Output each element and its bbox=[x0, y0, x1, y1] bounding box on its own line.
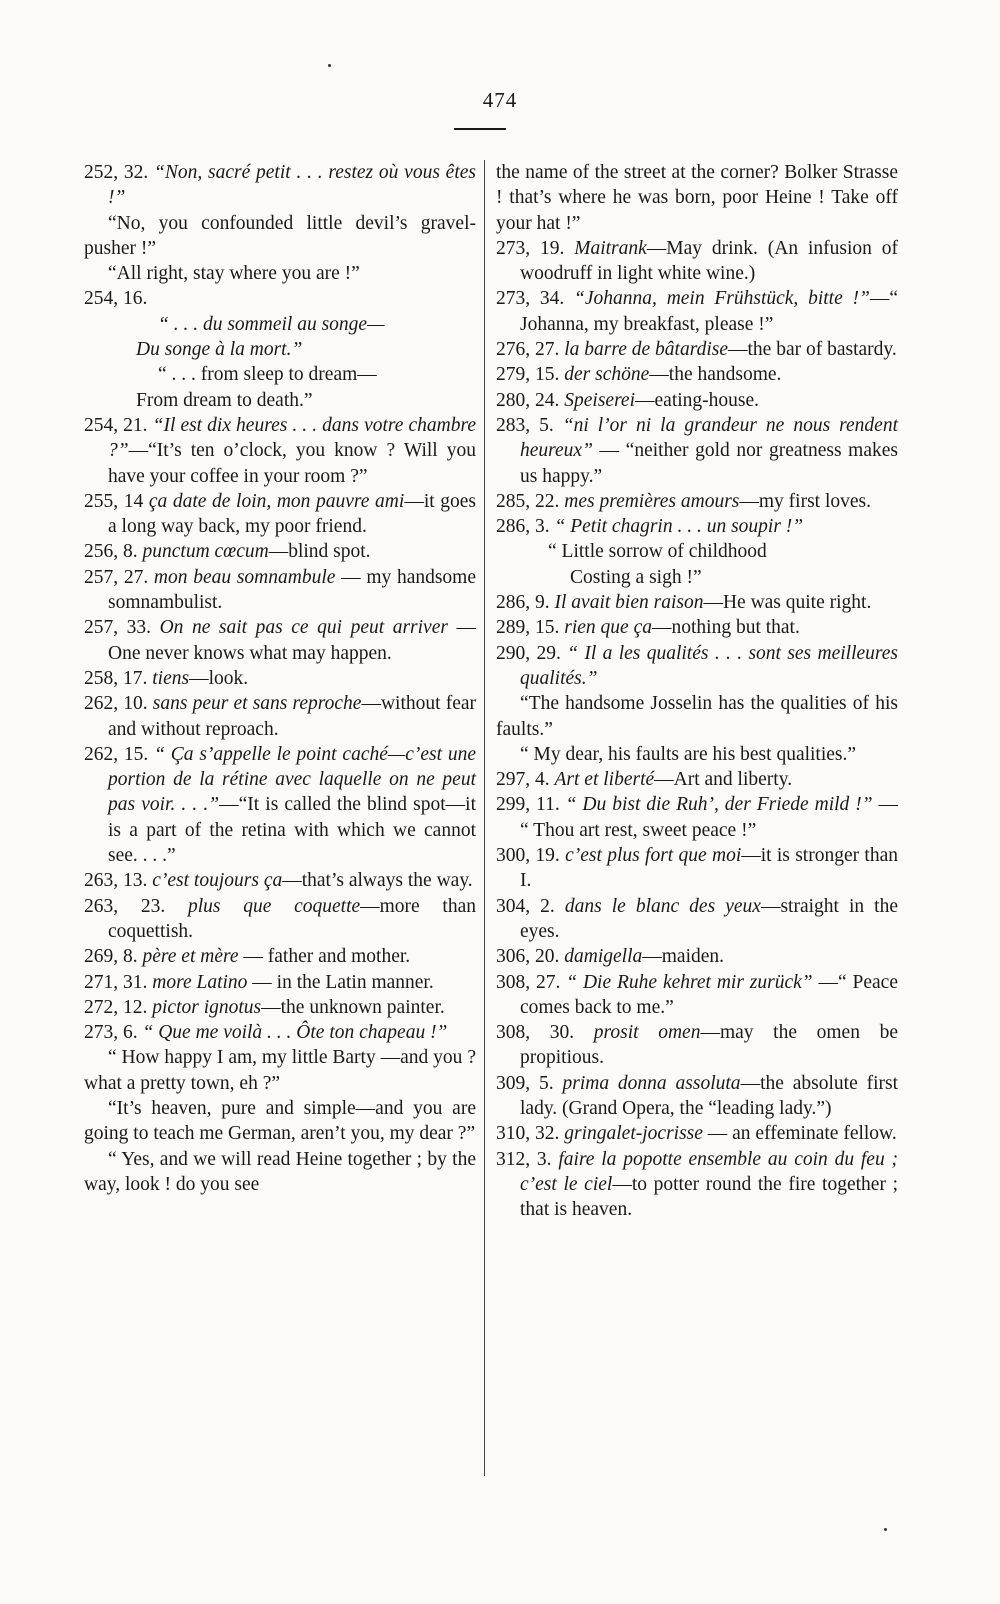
entry-reference: 297, 4. bbox=[496, 769, 555, 791]
entry-reference: 306, 20. bbox=[496, 946, 565, 968]
entry-reference: 252, 32. bbox=[84, 162, 155, 183]
entry-reference: 273, 6. bbox=[84, 1022, 143, 1044]
entry-translation: —the absolute first lady. (Grand Opera, the “leading lady.”) bbox=[520, 1072, 899, 1119]
entry-translation: — in the Latin manner. bbox=[247, 971, 434, 993]
glossary-entry bbox=[496, 1147, 898, 1223]
entry-translation: —May drink. (An infusion of woodruff in light white wine.) bbox=[520, 237, 898, 285]
entry-translation: “It’s heaven, pure and simple—and you are going to teach me German, aren’t you, my dear ?” bbox=[84, 1097, 476, 1145]
entry-reference: 257, 33. bbox=[84, 617, 160, 639]
entry-source-phrase: c’est plus fort que moi bbox=[565, 845, 742, 867]
glossary-entry bbox=[496, 894, 898, 945]
entry-translation: —nothing but that. bbox=[651, 617, 800, 639]
glossary-entry bbox=[496, 641, 898, 692]
entry-reference: 271, 31. bbox=[84, 971, 153, 993]
entry-source-phrase: On ne sait pas ce qui peut arriver bbox=[159, 617, 448, 639]
entry-translation: —it is stronger than I. bbox=[520, 845, 898, 892]
glossary-entry bbox=[496, 742, 898, 767]
entry-translation: —without fear and without reproach. bbox=[108, 693, 476, 740]
entry-reference: 310, 32. bbox=[496, 1123, 565, 1145]
entry-source-phrase: gringalet-jocrisse bbox=[564, 1123, 703, 1145]
entry-source-phrase: rien que ça bbox=[564, 617, 652, 639]
entry-source-phrase: Il avait bien raison bbox=[554, 592, 704, 614]
glossary-entry bbox=[84, 1045, 476, 1096]
entry-source-phrase: prima donna assoluta bbox=[562, 1072, 741, 1094]
entry-source-phrase: damigella bbox=[564, 946, 643, 968]
entry-translation: — my handsome somnambulist. bbox=[108, 566, 477, 614]
glossary-entry bbox=[84, 261, 476, 286]
glossary-entry bbox=[84, 970, 476, 995]
entry-source-phrase: Speiserei bbox=[564, 389, 636, 411]
entry-source-phrase: “ Ça s’appelle le point caché—c’est une portion de la rétine avec laquelle on ne peut pas voir. . . .” bbox=[108, 743, 476, 816]
glossary-entry bbox=[84, 312, 476, 337]
entry-source-phrase: la barre de bâtardise bbox=[564, 339, 729, 361]
glossary-entry bbox=[84, 565, 476, 616]
glossary-entry bbox=[84, 337, 476, 362]
entry-source-phrase: “ . . . du sommeil au songe— bbox=[158, 313, 385, 335]
entry-source-phrase: “Non, sacré petit . . . restez où vous êtes !” bbox=[108, 162, 476, 209]
entry-translation: —that’s always the way. bbox=[282, 870, 473, 892]
entry-source-phrase: “ Que me voilà . . . Ôte ton chapeau !” bbox=[142, 1022, 448, 1044]
entry-source-phrase: “ Du bist die Ruh’, der Friede mild !” bbox=[565, 794, 873, 816]
glossary-entry bbox=[496, 565, 898, 590]
glossary-entry bbox=[496, 1020, 898, 1071]
glossary-entry bbox=[84, 160, 476, 211]
entry-reference: 283, 5. bbox=[496, 414, 563, 436]
glossary-entry bbox=[496, 160, 898, 236]
glossary-entry bbox=[496, 337, 898, 362]
glossary-entry bbox=[84, 286, 476, 311]
glossary-entry bbox=[496, 615, 898, 640]
entry-source-phrase: more Latino bbox=[152, 971, 248, 993]
entry-reference: 290, 29. bbox=[496, 642, 568, 664]
glossary-entry bbox=[84, 489, 476, 540]
entry-reference: 269, 8. bbox=[84, 946, 143, 968]
glossary-entry bbox=[84, 615, 476, 666]
entry-translation: —“It is called the blind spot—it is a part of the retina with which we cannot see. . . .” bbox=[108, 794, 477, 867]
entry-translation: “ Yes, and we will read Heine together ; by the way, look ! do you see bbox=[84, 1148, 476, 1195]
entry-reference: 279, 15. bbox=[496, 364, 565, 386]
entry-reference: 312, 3. bbox=[496, 1148, 559, 1170]
entry-reference: 255, 14 bbox=[84, 490, 149, 512]
entry-source-phrase: plus que coquette bbox=[187, 895, 361, 917]
entry-translation: —look. bbox=[189, 667, 249, 689]
glossary-entry bbox=[84, 362, 476, 387]
glossary-entry bbox=[84, 666, 476, 691]
entry-source-phrase: faire la popotte ensemble au coin du feu ; c’est le ciel bbox=[520, 1148, 898, 1195]
column-divider bbox=[484, 160, 485, 1476]
entry-translation: —He was quite right. bbox=[703, 592, 872, 614]
entry-reference: 258, 17. bbox=[84, 667, 153, 689]
entry-translation: —more than coquettish. bbox=[108, 895, 477, 942]
glossary-entry bbox=[496, 539, 898, 564]
glossary-entry bbox=[84, 1147, 476, 1198]
glossary-entry bbox=[496, 514, 898, 539]
entry-translation: — “neither gold nor greatness makes us happy.” bbox=[520, 440, 898, 487]
entry-reference: 263, 23. bbox=[84, 895, 188, 917]
glossary-entry bbox=[496, 944, 898, 969]
glossary-column-right bbox=[496, 160, 898, 1222]
entry-translation: —the unknown painter. bbox=[261, 996, 445, 1018]
glossary-entry bbox=[496, 590, 898, 615]
entry-reference: 289, 15. bbox=[496, 617, 565, 639]
glossary-entry bbox=[84, 691, 476, 742]
entry-source-phrase: “Il est dix heures . . . dans votre chambre ?” bbox=[108, 414, 476, 462]
entry-translation: —may the omen be propitious. bbox=[520, 1022, 898, 1069]
entry-reference: 263, 13. bbox=[84, 870, 153, 892]
entry-source-phrase: “ni l’or ni la grandeur ne nous rendent heureux” bbox=[520, 414, 898, 462]
entry-reference: 257, 27. bbox=[84, 566, 154, 588]
entry-translation: — “ Thou art rest, sweet peace !” bbox=[520, 794, 899, 841]
entry-translation: “ . . . from sleep to dream— bbox=[158, 364, 377, 386]
entry-translation: —Art and liberty. bbox=[654, 769, 793, 791]
glossary-entry bbox=[84, 995, 476, 1020]
entry-reference: 286, 9. bbox=[496, 592, 555, 614]
entry-translation: —“It’s ten o’clock, you know ? Will you have your coffee in your room ?” bbox=[108, 440, 476, 487]
entry-source-phrase: prosit omen bbox=[593, 1022, 701, 1044]
glossary-entry bbox=[496, 413, 898, 489]
glossary-entry bbox=[496, 1121, 898, 1146]
entry-source-phrase: der schöne bbox=[564, 364, 650, 386]
entry-reference: 300, 19. bbox=[496, 845, 566, 867]
entry-source-phrase: “Johanna, mein Frühstück, bitte !” bbox=[574, 288, 870, 310]
glossary-entry bbox=[496, 792, 898, 843]
entry-translation: —to potter round the fire together ; that is heaven. bbox=[520, 1173, 898, 1221]
glossary-entry bbox=[496, 1071, 898, 1122]
entry-source-phrase: Art et liberté bbox=[554, 769, 655, 791]
entry-source-phrase: dans le blanc des yeux bbox=[564, 895, 761, 917]
entry-reference: 304, 2. bbox=[496, 895, 565, 917]
entry-translation: — One never knows what may happen. bbox=[108, 617, 477, 664]
glossary-entry bbox=[84, 413, 476, 489]
glossary-entry bbox=[496, 489, 898, 514]
entry-translation: —the bar of bastardy. bbox=[728, 339, 897, 361]
entry-translation: —“ Peace comes back to me.” bbox=[520, 971, 898, 1018]
glossary-entry bbox=[84, 539, 476, 564]
entry-translation: “All right, stay where you are !” bbox=[108, 263, 360, 285]
glossary-entry bbox=[496, 362, 898, 387]
entry-translation: “The handsome Josselin has the qualities of his faults.” bbox=[496, 693, 898, 740]
entry-translation: —straight in the eyes. bbox=[520, 895, 898, 942]
entry-source-phrase: père et mère bbox=[142, 946, 239, 968]
glossary-entry bbox=[496, 767, 898, 792]
entry-reference: 262, 10. bbox=[84, 693, 153, 715]
entry-translation: —eating-house. bbox=[635, 389, 760, 411]
glossary-column-left bbox=[84, 160, 476, 1197]
glossary-entry bbox=[496, 236, 898, 287]
entry-reference: 276, 27. bbox=[496, 339, 565, 361]
entry-reference: 308, 30. bbox=[496, 1022, 594, 1044]
entry-source-phrase: sans peur et sans reproche bbox=[152, 693, 362, 715]
entry-translation: —“ Johanna, my breakfast, please !” bbox=[520, 288, 899, 335]
entry-reference: 309, 5. bbox=[496, 1072, 563, 1094]
entry-reference: 273, 34. bbox=[496, 288, 575, 310]
entry-translation: — father and mother. bbox=[238, 946, 411, 968]
entry-translation: —the handsome. bbox=[649, 364, 782, 386]
entry-source-phrase: Maitrank bbox=[574, 237, 647, 259]
glossary-entry bbox=[84, 868, 476, 893]
entry-translation: —my first loves. bbox=[739, 490, 871, 512]
stray-mark bbox=[328, 64, 331, 67]
header-rule bbox=[454, 128, 506, 130]
glossary-entry bbox=[496, 843, 898, 894]
glossary-entry bbox=[496, 286, 898, 337]
entry-translation: —blind spot. bbox=[268, 541, 371, 563]
glossary-entry bbox=[496, 970, 898, 1021]
entry-translation: Costing a sigh !” bbox=[570, 566, 702, 588]
entry-translation: From dream to death.” bbox=[136, 389, 313, 411]
glossary-entry bbox=[496, 388, 898, 413]
entry-source-phrase: ça date de loin, mon pauvre ami bbox=[148, 490, 405, 512]
entry-translation: “ How happy I am, my little Barty —and you ? what a pretty town, eh ?” bbox=[84, 1047, 476, 1094]
entry-reference: 286, 3. bbox=[496, 516, 555, 538]
entry-translation: — an effeminate fellow. bbox=[702, 1123, 897, 1145]
glossary-entry bbox=[84, 894, 476, 945]
entry-translation: “ Little sorrow of childhood bbox=[548, 541, 767, 563]
entry-source-phrase: “ Il a les qualités . . . sont ses meilleures qualités.” bbox=[520, 642, 898, 689]
entry-reference: 256, 8. bbox=[84, 541, 143, 563]
glossary-entry bbox=[84, 211, 476, 262]
entry-reference: 285, 22. bbox=[496, 490, 565, 512]
stray-mark bbox=[884, 1528, 887, 1531]
glossary-entry bbox=[84, 1020, 476, 1045]
entry-source-phrase: Du songe à la mort.” bbox=[136, 339, 303, 361]
entry-source-phrase: “ Die Ruhe kehret mir zurück” bbox=[566, 971, 813, 993]
entry-source-phrase: “ Petit chagrin . . . un soupir !” bbox=[554, 516, 804, 538]
entry-source-phrase: mon beau somnambule bbox=[153, 566, 336, 588]
entry-translation: “ My dear, his faults are his best qualities.” bbox=[520, 743, 857, 765]
entry-reference: 273, 19. bbox=[496, 237, 575, 259]
entry-translation: —it goes a long way back, my poor friend. bbox=[108, 490, 476, 538]
entry-reference: 299, 11. bbox=[496, 794, 566, 816]
glossary-entry bbox=[496, 691, 898, 742]
entry-reference: 254, 16. bbox=[84, 288, 148, 310]
entry-source-phrase: c’est toujours ça bbox=[152, 870, 283, 892]
entry-translation: the name of the street at the corner? Bolker Strasse ! that’s where he was born, poor Heine ! Take off your hat !” bbox=[496, 162, 898, 234]
entry-reference: 254, 21. bbox=[84, 414, 153, 436]
entry-reference: 308, 27. bbox=[496, 971, 567, 993]
entry-reference: 272, 12. bbox=[84, 996, 153, 1018]
entry-source-phrase: tiens bbox=[152, 667, 190, 689]
entry-reference: 280, 24. bbox=[496, 389, 565, 411]
entry-source-phrase: mes premières amours bbox=[564, 490, 740, 512]
glossary-entry bbox=[84, 742, 476, 868]
glossary-entry bbox=[84, 944, 476, 969]
glossary-entry bbox=[84, 1096, 476, 1147]
entry-translation: —maiden. bbox=[642, 946, 725, 968]
page-number: 474 bbox=[482, 88, 518, 112]
entry-source-phrase: pictor ignotus bbox=[152, 996, 262, 1018]
entry-translation: “No, you confounded little devil’s gravel-pusher !” bbox=[84, 212, 476, 259]
entry-reference: 262, 15. bbox=[84, 743, 155, 765]
entry-source-phrase: punctum cœcum bbox=[142, 541, 269, 563]
glossary-entry bbox=[84, 388, 476, 413]
